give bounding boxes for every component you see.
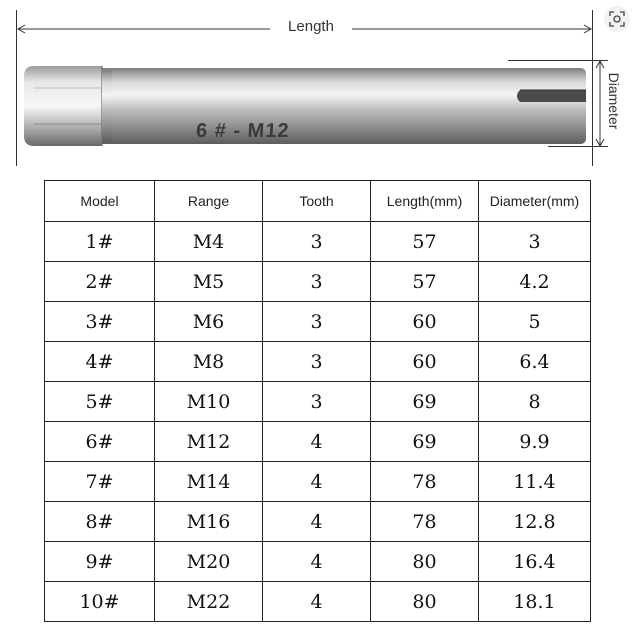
cell-range: M16 bbox=[155, 502, 263, 542]
cell-model: 7# bbox=[45, 462, 155, 502]
cell-range: M22 bbox=[155, 582, 263, 622]
diameter-label: Diameter bbox=[606, 72, 622, 130]
cell-model: 6# bbox=[45, 422, 155, 462]
cell-model: 5# bbox=[45, 382, 155, 422]
length-label: Length bbox=[270, 18, 352, 35]
cell-model: 2# bbox=[45, 262, 155, 302]
table-row bbox=[45, 542, 591, 582]
cell-diameter: 11.4 bbox=[479, 462, 591, 502]
cell-diameter: 5 bbox=[479, 302, 591, 342]
cell-length: 80 bbox=[371, 542, 479, 582]
cell-tooth: 4 bbox=[263, 582, 371, 622]
table-row bbox=[45, 502, 591, 542]
table-row bbox=[45, 302, 591, 342]
table-header-row bbox=[45, 181, 591, 222]
cell-model: 3# bbox=[45, 302, 155, 342]
cell-range: M20 bbox=[155, 542, 263, 582]
cell-range: M5 bbox=[155, 262, 263, 302]
header-range: Range bbox=[155, 181, 263, 222]
cell-diameter: 16.4 bbox=[479, 542, 591, 582]
header-length: Length(mm) bbox=[371, 181, 479, 222]
cell-range: M6 bbox=[155, 302, 263, 342]
cell-tooth: 4 bbox=[263, 422, 371, 462]
cell-model: 1# bbox=[45, 222, 155, 262]
header-diameter: Diameter(mm) bbox=[479, 181, 591, 222]
cell-tooth: 3 bbox=[263, 302, 371, 342]
header-tooth: Tooth bbox=[263, 181, 371, 222]
cell-tooth: 4 bbox=[263, 462, 371, 502]
cell-range: M14 bbox=[155, 462, 263, 502]
diameter-label-wrap bbox=[604, 66, 624, 136]
tool-engraving: 6 # - M12 bbox=[195, 120, 291, 142]
cell-range: M8 bbox=[155, 342, 263, 382]
cell-diameter: 3 bbox=[479, 222, 591, 262]
cell-length: 78 bbox=[371, 502, 479, 542]
cell-length: 60 bbox=[371, 302, 479, 342]
table-row bbox=[45, 582, 591, 622]
cell-model: 9# bbox=[45, 542, 155, 582]
spec-table bbox=[44, 180, 591, 622]
cell-tooth: 3 bbox=[263, 382, 371, 422]
header-model: Model bbox=[45, 181, 155, 222]
table-row bbox=[45, 462, 591, 502]
cell-model: 10# bbox=[45, 582, 155, 622]
cell-diameter: 8 bbox=[479, 382, 591, 422]
product-figure bbox=[0, 0, 642, 172]
cell-diameter: 9.9 bbox=[479, 422, 591, 462]
cell-range: M10 bbox=[155, 382, 263, 422]
cell-tooth: 3 bbox=[263, 262, 371, 302]
cell-length: 60 bbox=[371, 342, 479, 382]
lens-icon[interactable] bbox=[604, 6, 630, 32]
table-row bbox=[45, 422, 591, 462]
extractor-tool-image bbox=[20, 60, 592, 152]
cell-range: M4 bbox=[155, 222, 263, 262]
table-row bbox=[45, 342, 591, 382]
cell-tooth: 4 bbox=[263, 542, 371, 582]
table-row bbox=[45, 262, 591, 302]
cell-diameter: 4.2 bbox=[479, 262, 591, 302]
cell-diameter: 12.8 bbox=[479, 502, 591, 542]
cell-length: 57 bbox=[371, 262, 479, 302]
table-row bbox=[45, 382, 591, 422]
cell-tooth: 4 bbox=[263, 502, 371, 542]
cell-length: 57 bbox=[371, 222, 479, 262]
cell-length: 69 bbox=[371, 382, 479, 422]
cell-range: M12 bbox=[155, 422, 263, 462]
cell-diameter: 6.4 bbox=[479, 342, 591, 382]
table-row bbox=[45, 222, 591, 262]
cell-model: 4# bbox=[45, 342, 155, 382]
cell-model: 8# bbox=[45, 502, 155, 542]
cell-length: 69 bbox=[371, 422, 479, 462]
cell-length: 80 bbox=[371, 582, 479, 622]
cell-length: 78 bbox=[371, 462, 479, 502]
cell-tooth: 3 bbox=[263, 342, 371, 382]
lens-icon-glyph bbox=[609, 11, 625, 27]
cell-diameter: 18.1 bbox=[479, 582, 591, 622]
cell-tooth: 3 bbox=[263, 222, 371, 262]
